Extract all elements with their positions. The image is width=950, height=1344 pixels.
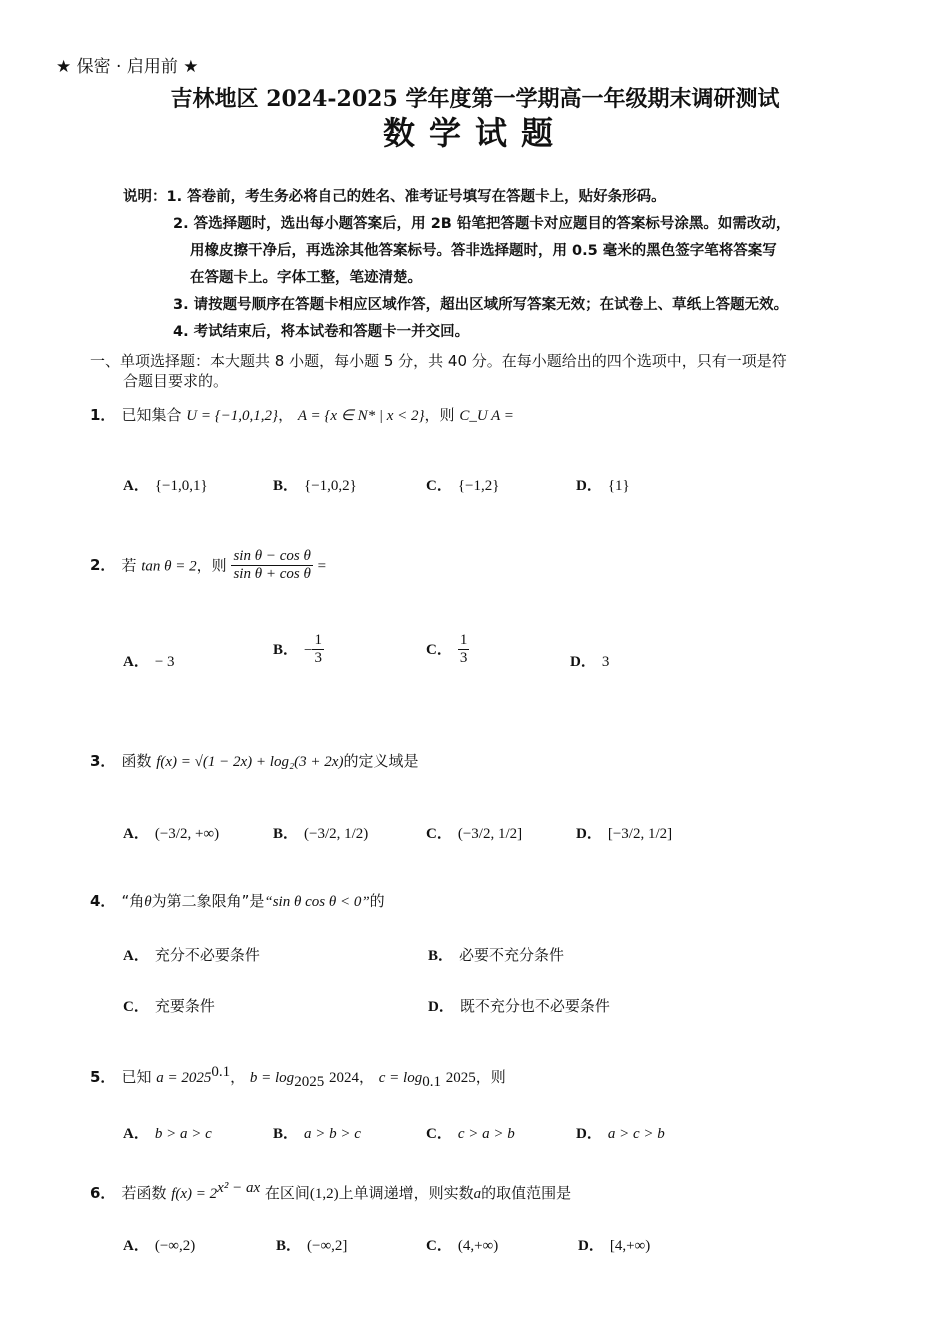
q6-option-d[interactable]: D． [4,+∞) [578,1238,651,1254]
q4-option-a[interactable]: A． 充分不必要条件 [123,946,260,964]
q5-option-c[interactable]: C． c > a > b [426,1126,515,1142]
q2-option-d[interactable]: D． 3 [570,654,610,670]
q3-option-d[interactable]: D． [−3/2, 1/2] [576,826,673,842]
confidential-mark: ★ 保密 · 启用前 ★ [56,57,199,77]
exam-title: 吉林地区 2024-2025 学年度第一学期高一年级期末调研测试 [170,86,780,112]
notes-line-3: 用橡皮擦干净后，再选涂其他答案标号。答非选择题时，用 0.5 毫米的黑色签字笔将答案写 [190,243,777,259]
q4-option-c[interactable]: C． 充要条件 [123,997,215,1015]
question-1: 1． 已知集合 U = {−1,0,1,2}， A = {x ∈ N* | x < 2}，则 C_U A = [90,406,514,424]
q1-option-b[interactable]: B． {−1,0,2} [273,478,357,494]
section-heading: 一、单项选择题：本大题共 8 小题，每小题 5 分，共 40 分。在每小题给出的四个选项中，只有一项是符 [90,352,787,370]
subject-title: 数学试题 [382,114,567,152]
q3-option-a[interactable]: A． (−3/2, +∞) [123,826,220,842]
q6-option-a[interactable]: A． (−∞,2) [123,1238,196,1254]
q2-option-a[interactable]: A． − 3 [123,654,175,670]
question-4: 4． “角θ为第二象限角”是“sin θ cos θ < 0”的 [90,892,385,910]
question-6: 6． 若函数 $f(x) = 2^{x^2 - ax}$ 在区间(1,2)上单调递增，则实数a的取值范围是 [90,1180,572,1202]
q5-option-b[interactable]: B． a > b > c [273,1126,361,1142]
notes-line-1: 说明：1. 答卷前，考生务必将自己的姓名、准考证号填写在答题卡上，贴好条形码。 [123,189,666,205]
q2-option-c[interactable]: C． $\frac{1}{3}$ [426,632,468,667]
question-5: 5． 已知 $a = 2025^{0.1}$， $b = \log_{2025} 2024$， $c = \log_{0.1} 2025$，则 [90,1064,506,1090]
notes-line-2: 2. 答选择题时，选出每小题答案后，用 2B 铅笔把答题卡对应题目的答案标号涂黑。如需改动， [173,216,791,232]
section-heading-cont: 合题目要求的。 [123,372,229,390]
q4-option-d[interactable]: D． 既不充分也不必要条件 [428,997,610,1015]
q1-option-a[interactable]: A． {−1,0,1} [123,478,208,494]
q3-option-b[interactable]: B． (−3/2, 1/2) [273,826,369,842]
q2-fraction: $\frac{\text{sin θ − cos θ}}{\text{sin θ + cos θ}}$ [233,548,311,583]
q2-option-b[interactable]: B． − $\frac{1}{3}$ [273,632,322,667]
question-3: 3． 函数 f(x) = √(1 − 2x) + log₂(3 + 2x)的定义域是 [90,752,419,770]
q5-option-d[interactable]: D． a > c > b [576,1126,665,1142]
q1-option-c[interactable]: C． {−1,2} [426,478,500,494]
q4-option-b[interactable]: B． 必要不充分条件 [428,946,565,964]
notes-line-5: 3. 请按题号顺序在答题卡相应区域作答，超出区域所写答案无效；在试卷上、草纸上答题无效。 [173,297,789,313]
q3-option-c[interactable]: C． (−3/2, 1/2] [426,826,523,842]
notes-line-6: 4. 考试结束后，将本试卷和答题卡一并交回。 [173,324,470,340]
q6-option-b[interactable]: B． (−∞,2] [276,1238,348,1254]
question-2: 2． 若 tan θ = 2，则 $\frac{\text{sin θ − cos θ}}{\text{sin θ + cos θ}}$ = [90,548,327,583]
q1-option-d[interactable]: D． {1} [576,478,630,494]
q5-option-a[interactable]: A． b > a > c [123,1126,212,1142]
q6-option-c[interactable]: C． (4,+∞) [426,1238,499,1254]
notes-line-4: 在答题卡上。字体工整，笔迹清楚。 [190,270,422,286]
